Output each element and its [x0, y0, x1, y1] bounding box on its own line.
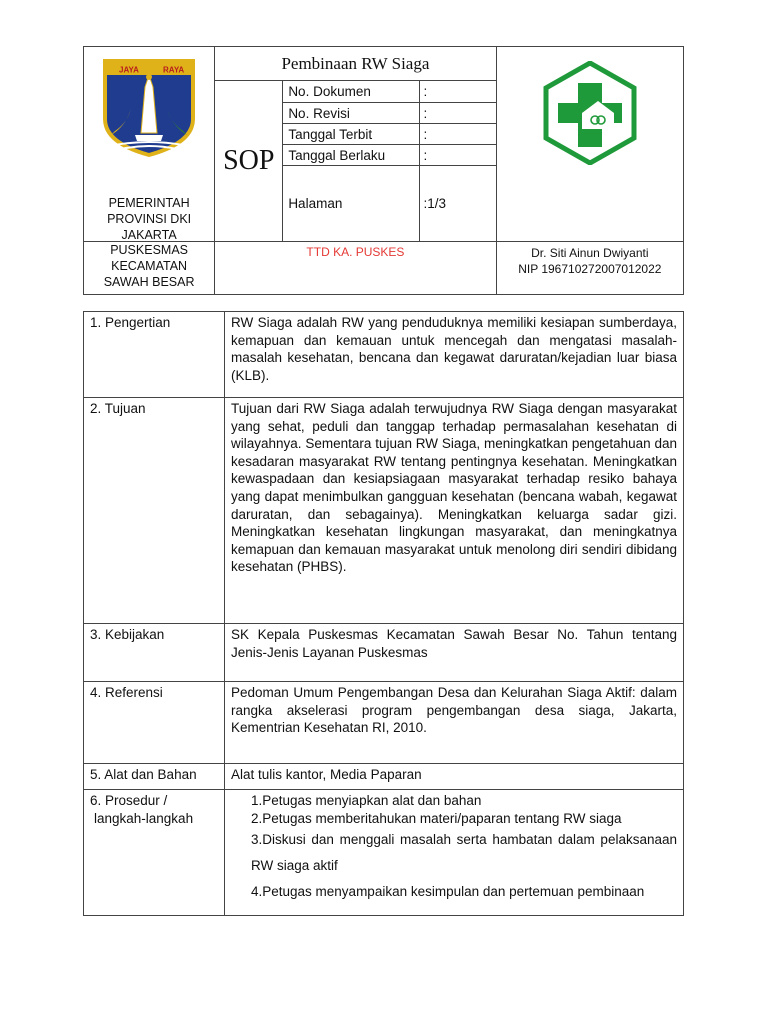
meta-label-no-dokumen: No. Dokumen: [283, 81, 419, 103]
section-label-alat-bahan: 5. Alat dan Bahan: [84, 764, 225, 790]
emblem-banner-right: RAYA: [163, 65, 185, 75]
meta-value-halaman: :1/3: [419, 166, 496, 242]
section-label-tujuan: 2. Tujuan: [84, 398, 225, 624]
puskesmas-logo: [542, 61, 638, 165]
sop-header-table: [83, 46, 684, 295]
section-text-pengertian: RW Siaga adalah RW yang penduduknya memiliki kesiapan sumberdaya, kemapuan dan kemauan untuk mencegah dan mengatasi masalah-masalah kesehatan, bencana dan kegawat daruratan/kejadian luar biasa (KLB).: [225, 312, 684, 398]
ttd-label: TTD KA. PUSKES: [215, 242, 496, 295]
section-text-kebijakan: SK Kepala Puskesmas Kecamatan Sawah Besar No. Tahun tentang Jenis-Jenis Layanan Puskesmas: [225, 624, 684, 682]
section-text-alat-bahan: Alat tulis kantor, Media Paparan: [225, 764, 684, 790]
sop-label: SOP: [215, 81, 283, 242]
puskesmas-name: [84, 242, 215, 295]
section-row-prosedur: [84, 790, 684, 916]
section-row-tujuan: [84, 398, 684, 624]
puskesmas-logo-cell: [496, 47, 683, 242]
section-label-prosedur-line-2: langkah-langkah: [94, 810, 194, 826]
pemda-cell: [84, 47, 215, 242]
meta-value-tanggal-terbit: :: [419, 124, 496, 145]
puskesmas-line-3: SAWAH BESAR: [103, 275, 195, 289]
sop-body-table: [83, 311, 684, 916]
section-row-pengertian: [84, 312, 684, 398]
meta-value-no-dokumen: :: [419, 81, 496, 103]
procedure-steps: [225, 790, 684, 916]
meta-label-halaman: Halaman: [283, 166, 419, 242]
meta-value-no-revisi: :: [419, 103, 496, 124]
section-row-referensi: [84, 682, 684, 764]
meta-label-tanggal-terbit: Tanggal Terbit: [283, 124, 419, 145]
procedure-step-4: 4.Petugas menyampaikan kesimpulan dan pertemuan pembinaan: [251, 884, 645, 900]
document-title: Pembinaan RW Siaga: [215, 47, 496, 81]
meta-label-no-revisi: No. Revisi: [283, 103, 419, 124]
section-row-alat-bahan: [84, 764, 684, 790]
puskesmas-line-1: PUSKESMAS: [110, 243, 188, 257]
pemda-line-1: PEMERINTAH: [108, 196, 190, 210]
meta-value-tanggal-berlaku: :: [419, 145, 496, 166]
pemda-name: [84, 195, 214, 243]
section-text-referensi: Pedoman Umum Pengembangan Desa dan Kelurahan Siaga Aktif: dalam rangka akselerasi program pengembangan desa siaga, Jakarta, Kementrian Kesehatan RI, 2010.: [225, 682, 684, 764]
section-label-kebijakan: 3. Kebijakan: [84, 624, 225, 682]
pemda-line-3: JAKARTA: [121, 228, 177, 242]
signatory-name: Dr. Siti Ainun Dwiyanti: [531, 246, 649, 260]
procedure-step-1: 1.Petugas menyiapkan alat dan bahan: [251, 793, 482, 808]
section-label-pengertian: 1. Pengertian: [84, 312, 225, 398]
section-label-prosedur: [84, 790, 225, 916]
dki-jakarta-emblem: [101, 57, 197, 157]
signatory-nip: NIP 196710272007012022: [518, 262, 662, 276]
meta-label-tanggal-berlaku: Tanggal Berlaku: [283, 145, 419, 166]
pemda-line-2: PROVINSI DKI: [107, 212, 192, 226]
emblem-banner-left: JAYA: [119, 65, 139, 75]
section-label-prosedur-line-1: 6. Prosedur /: [90, 793, 168, 808]
section-row-kebijakan: [84, 624, 684, 682]
procedure-step-3: 3.Diskusi dan menggali masalah serta hambatan dalam pelaksanaan RW siaga aktif: [251, 832, 677, 874]
signatory: [496, 242, 683, 295]
puskesmas-line-2: KECAMATAN: [111, 259, 188, 273]
section-label-referensi: 4. Referensi: [84, 682, 225, 764]
procedure-step-2: 2.Petugas memberitahukan materi/paparan tentang RW siaga: [251, 810, 622, 826]
section-text-tujuan: Tujuan dari RW Siaga adalah terwujudnya RW Siaga dengan masyarakat yang sehat, peduli dan tanggap terhadap permasalahan kesehatan di wilayahnya. Sementara tujuan RW Siaga, meningkatkan pengetahuan dan kesadaran masyarakat RW tentang pentingnya kesehatan. Meningkatkan kewaspadaan dan kesiapsiagaan masyarakat terhadap resiko bahaya yang dapat menimbulkan gangguan kesehatan (bencana wabah, kegawat daruratan, dan sebagainya). Meningkatkan keluarga sadar gizi. Meningkatkan kesehatan lingkungan masyarakat, dan meningkatnya kemapuan dan kemauan masyarakat untuk menolong diri sendiri dibidang kesehatan (PHBS).: [225, 398, 684, 624]
